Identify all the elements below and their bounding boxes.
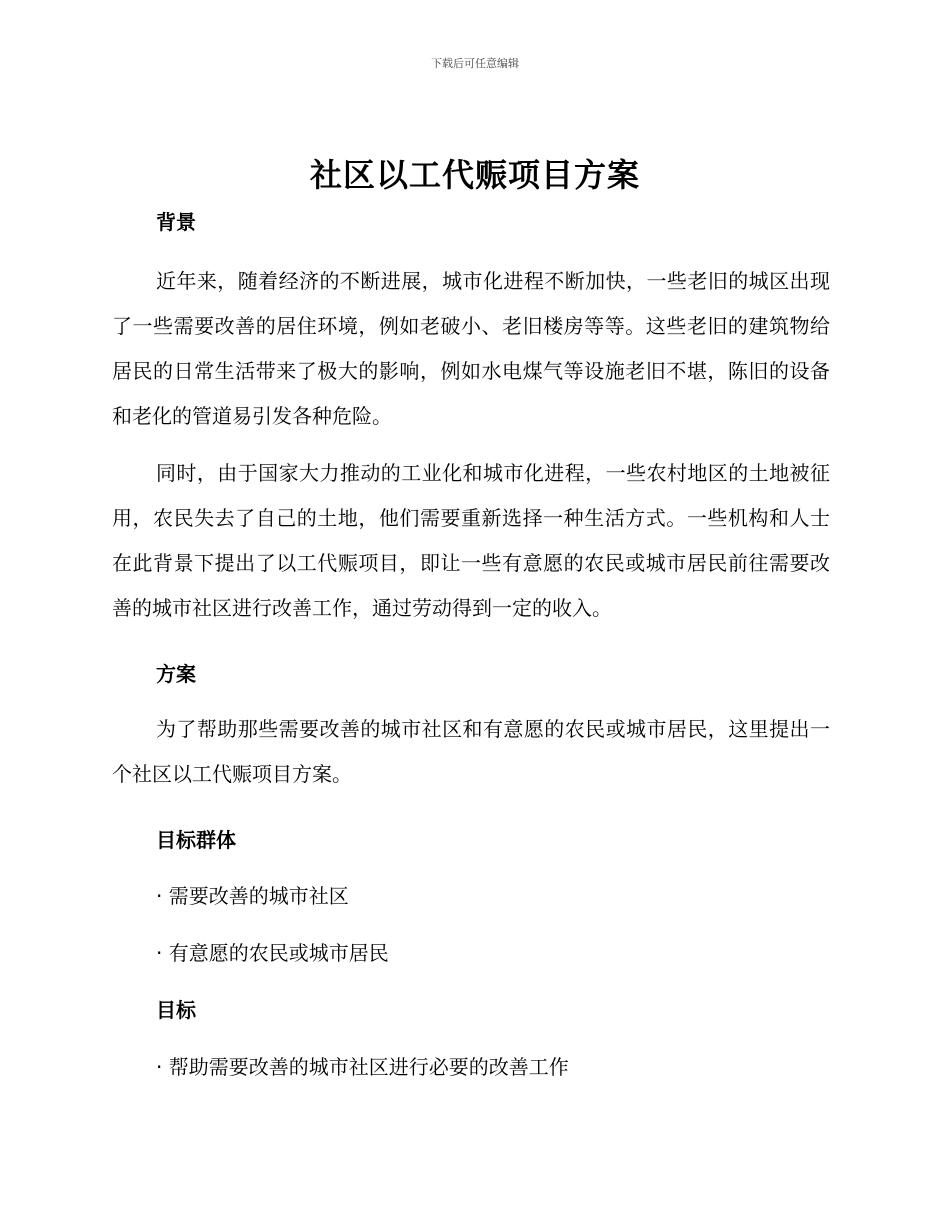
background-paragraph-2: 同时，由于国家大力推动的工业化和城市化进程，一些农村地区的土地被征用，农民失去了自己的土地，他们需要重新选择一种生活方式。一些机构和人士在此背景下提出了以工代赈项目，即让一些有意愿的农民或城市居民前往需要改善的城市社区进行改善工作，通过劳动得到一定的收入。 — [112, 461, 830, 620]
section-heading-target-groups: 目标群体 — [156, 828, 236, 852]
header-note: 下载后可任意编辑 — [431, 57, 519, 70]
list-item: · 帮助需要改善的城市社区进行必要的改善工作 — [156, 1055, 569, 1079]
plan-paragraph: 为了帮助那些需要改善的城市社区和有意愿的农民或城市居民，这里提出一个社区以工代赈项目方案。 — [112, 717, 830, 786]
list-item: · 需要改善的城市社区 — [156, 884, 349, 908]
document-title: 社区以工代赈项目方案 — [309, 156, 640, 194]
document-body — [112, 205, 830, 1084]
section-heading-plan: 方案 — [156, 662, 196, 686]
background-paragraph-1: 近年来，随着经济的不断进展，城市化进程不断加快，一些老旧的城区出现了一些需要改善的居住环境，例如老破小、老旧楼房等等。这些老旧的建筑物给居民的日常生活带来了极大的影响，例如水电煤气等设施老旧不堪，陈旧的设备和老化的管道易引发各种危险。 — [112, 269, 830, 428]
list-item: · 有意愿的农民或城市居民 — [156, 941, 389, 965]
section-heading-goals: 目标 — [156, 998, 196, 1022]
section-heading-background: 背景 — [156, 210, 196, 234]
